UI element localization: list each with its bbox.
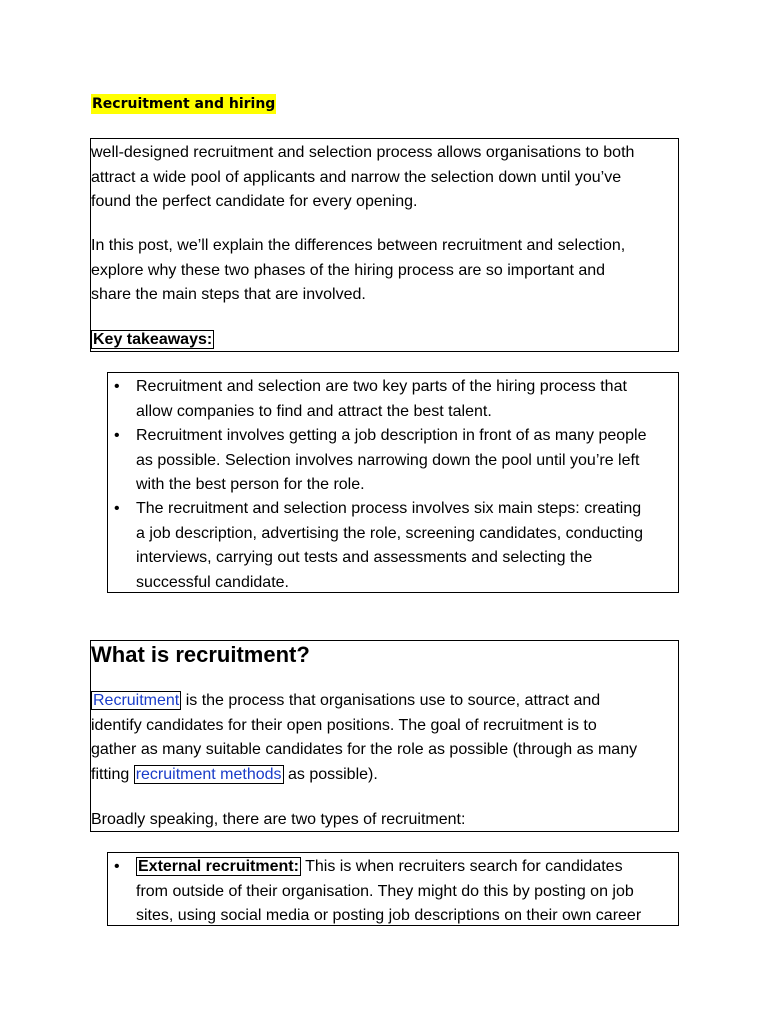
definition-line: gather as many suitable candidates for the role as possible (through as many [91,741,638,758]
list-item-text [136,424,647,498]
recruitment-methods-link[interactable]: recruitment methods [135,765,282,783]
intro-p2-line: explore why these two phases of the hiring process are so important and [91,261,606,279]
list-item-line: Recruitment and selection are two key parts of the hiring process that [136,378,627,395]
intro-p2-line: In this post, we’ll explain the differences between recruitment and selection, [91,237,626,254]
list-item-line: interviews, carrying out tests and assessments and selecting the [136,549,593,566]
list-item-line: sites, using social media or posting job descriptions on their own career [136,907,642,924]
key-takeaways-label: Key takeaways: [93,331,213,348]
definition-paragraph [91,689,637,787]
list-item-line: with the best person for the role. [136,476,365,493]
list-item-text-rest: This is when recruiters search for candidates [300,858,623,875]
list-item-line: successful candidate. [136,573,289,591]
list-item-line: allow companies to find and attract the best talent. [136,402,492,420]
intro-box [90,138,679,352]
intro-p1-line: found the perfect candidate for every opening. [91,193,418,210]
definition-line [91,689,637,714]
list-item-line: Recruitment involves getting a job description in front of as many people [136,427,647,444]
intro-p2-line: share the main steps that are involved. [91,286,366,303]
takeaways-list [107,372,679,593]
intro-p1-line: well-designed recruitment and selection process allows organisations to both [91,144,635,161]
definition-text: fitting [91,765,134,783]
external-recruitment-label: External recruitment: [138,858,299,875]
definition-text: is the process that organisations use to source, attract and [181,692,601,709]
definition-line [91,763,637,788]
key-takeaways-label-wrap [91,328,214,353]
bullet-icon: • [114,858,120,875]
list-item-text [136,375,627,424]
intro-paragraph-1 [91,141,634,215]
list-item-line: as possible. Selection involves narrowing down the pool until you’re left [136,451,640,469]
definition-text: as possible). [283,765,378,783]
bullet-icon: • [114,378,120,395]
definition-line: identify candidates for their open positions. The goal of recruitment is to [91,716,597,734]
list-item-text [136,497,643,595]
bullet-icon: • [114,500,120,517]
types-intro: Broadly speaking, there are two types of recruitment: [91,811,466,828]
intro-paragraph-2 [91,234,625,308]
section-title: What is recruitment? [91,642,310,667]
recruitment-types-list [107,852,679,926]
bullet-icon: • [114,427,120,444]
recruitment-link[interactable]: Recruitment [93,692,180,709]
list-item-line [136,855,641,880]
list-item-text [136,855,641,926]
list-item-line: The recruitment and selection process involves six main steps: creating [136,500,642,517]
what-is-recruitment-section [90,640,679,832]
section-heading: Recruitment and hiring [92,96,276,112]
intro-p1-line: attract a wide pool of applicants and narrow the selection down until you’ve [91,168,622,186]
list-item-line: a job description, advertising the role, screening candidates, conducting [136,524,643,542]
list-item-line: from outside of their organisation. They might do this by posting on job [136,882,634,900]
